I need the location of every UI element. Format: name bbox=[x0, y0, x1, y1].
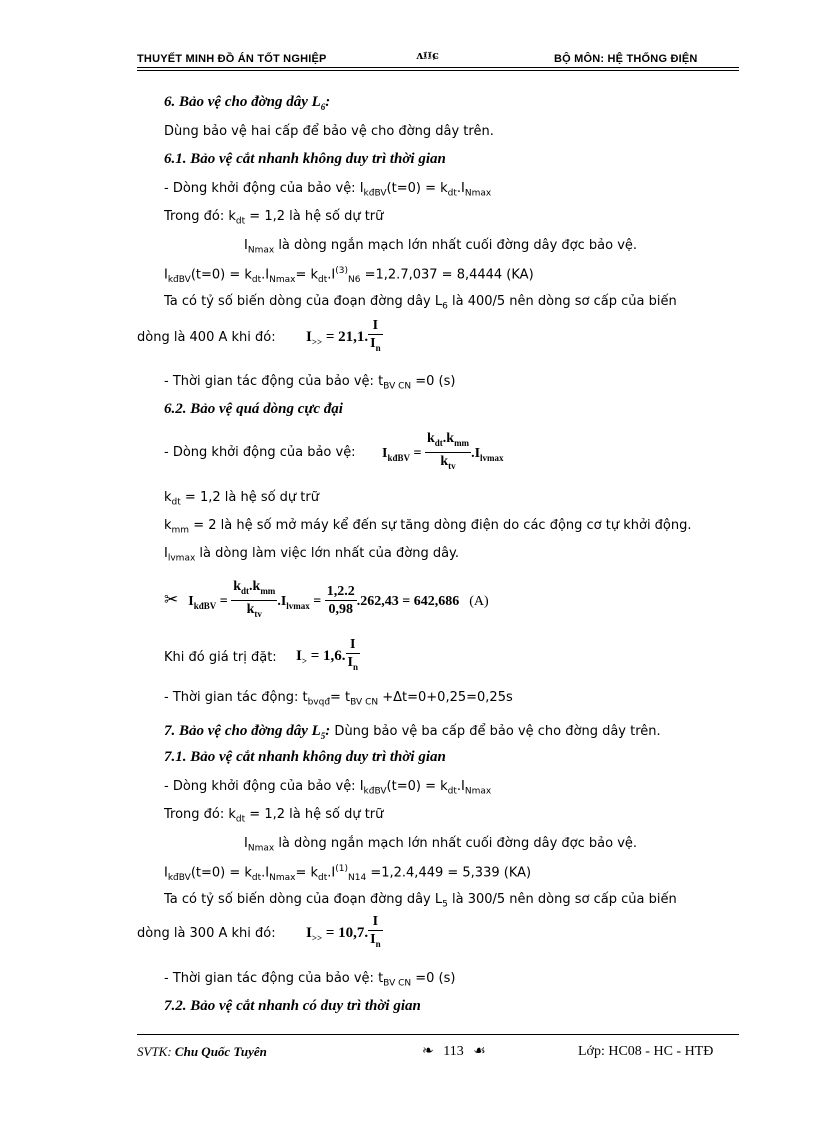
ornament-left-icon: ❧ bbox=[422, 1044, 434, 1059]
footer-rule bbox=[137, 1034, 739, 1035]
s6-calculation-line: $I_{kđBV}(t=0) = k_{dt}.I_{Nmax}= k_{dt}.I^{(3)}_{N6} =1,2.7,037 = 8,4444$ (KA) bbox=[164, 266, 534, 285]
s6-short-circuit-line: $I_{Nmax}$ là dòng ngắn mạch lớn nhất cuối đờng dây đợc bảo vệ. bbox=[244, 238, 638, 256]
s6-operate-time-line: - Thời gian tác động của bảo vệ: $t_{BV CN} =0$ (s) bbox=[164, 374, 456, 392]
header-title: THUYẾT MINH ĐỒ ÁN TỐT NGHIỆP bbox=[137, 53, 327, 65]
header-rule-1 bbox=[137, 67, 739, 68]
s7-reserve-factor-line: Trong đó: $k_{dt} = 1,2$ là hệ số dự trữ bbox=[164, 807, 384, 825]
s6-delay-time-line: - Thời gian tác động: $t_{bvqđ}= t_{BV CN} +\Delta t=0+0,25=0,25s$ bbox=[164, 690, 513, 708]
s7-short-circuit-line: $I_{Nmax}$ là dòng ngắn mạch lớn nhất cuối đờng dây đợc bảo vệ. bbox=[244, 836, 638, 854]
footer-page: ❧ 113 ☙ bbox=[422, 1044, 486, 1059]
section-6-1-heading: 6.1. Bảo vệ cắt nhanh không duy trì thời gian bbox=[164, 151, 446, 167]
section-6-intro: Dùng bảo vệ hai cấp để bảo vệ cho đờng dây trên. bbox=[164, 124, 494, 139]
s7-ratio-line: Ta có tỷ số biến dòng của đoạn đờng dây $L_5$ là 300/5 nên dòng sơ cấp của biến bbox=[164, 892, 677, 910]
s6-setting-formula: $I_> = 1,6$. $\frac{I}{I_n}$ bbox=[296, 637, 359, 672]
s6-overcurrent-calculation: ✂ $I_{kđBV}$ = $\frac{k_{dt}.k_{mm}}{k_{tv}}$ $.I_{lvmax}$ = $\frac{1,2.2}{0,98}$ .262,43 = 642,686 (A) bbox=[164, 579, 489, 619]
s6-instant-setting-formula: $I_{>>} = 21,1$. $\frac{I}{I_n}$ bbox=[306, 318, 381, 353]
header-rule-2 bbox=[137, 70, 739, 71]
section-7-1-heading: 7.1. Bảo vệ cắt nhanh không duy trì thời gian bbox=[164, 749, 446, 765]
s7-instant-setting-formula: $I_{>>} = 10,7$. $\frac{I}{I_n}$ bbox=[306, 914, 381, 949]
header-ornament: ʌ፤፤ɕ bbox=[416, 49, 439, 62]
s6-overcurrent-label: - Dòng khởi động của bảo vệ: bbox=[164, 445, 356, 460]
s7-operate-time-line: - Thời gian tác động của bảo vệ: $t_{BV CN} =0$ (s) bbox=[164, 971, 456, 989]
s6-ratio-line: Ta có tỷ số biến dòng của đoạn đờng dây $L_6$ là 400/5 nên dòng sơ cấp của biến bbox=[164, 294, 677, 312]
footer-class: Lớp: HC08 - HC - HTĐ bbox=[578, 1044, 714, 1059]
header-department: BỘ MÔN: HỆ THỐNG ĐIỆN bbox=[554, 53, 698, 65]
section-6-heading: 6. Bảo vệ cho đờng dây $L_6$: bbox=[164, 94, 331, 112]
scissors-icon: ✂ bbox=[164, 590, 179, 611]
s7-primary-line: dòng là 300 A khi đó: bbox=[137, 926, 276, 941]
s6-kmm-line: $k_{mm} = 2$ là hệ số mở máy kể đến sự tăng dòng điện do các động cơ tự khởi động. bbox=[164, 518, 692, 536]
s6-kdt-line: $k_{dt} = 1,2$ là hệ số dự trữ bbox=[164, 490, 319, 508]
s6-setting-label: Khi đó giá trị đặt: bbox=[164, 650, 277, 665]
s6-reserve-factor-line: Trong đó: $k_{dt} = 1,2$ là hệ số dự trữ bbox=[164, 209, 384, 227]
ornament-right-icon: ☙ bbox=[473, 1044, 486, 1059]
s7-startup-current-line: - Dòng khởi động của bảo vệ: $I_{kđBV}(t=0) = k_{dt}.I_{Nmax}$ bbox=[164, 779, 492, 797]
section-7-heading: 7. Bảo vệ cho đờng dây $L_5$: Dùng bảo vệ ba cấp để bảo vệ cho đờng dây trên. bbox=[164, 723, 661, 741]
footer-student: SVTK: Chu Quốc Tuyên bbox=[137, 1044, 267, 1059]
s6-overcurrent-formula: $I_{kđBV}$ = $\frac{k_{dt}.k_{mm}}{k_{tv}}$ $.I_{lvmax}$ bbox=[382, 431, 504, 471]
section-7-2-heading: 7.2. Bảo vệ cắt nhanh có duy trì thời gian bbox=[164, 998, 421, 1014]
s6-primary-line: dòng là 400 A khi đó: bbox=[137, 330, 276, 345]
s7-calculation-line: $I_{kđBV}(t=0) = k_{dt}.I_{Nmax}= k_{dt}.I^{(1)}_{N14} =1,2.4,449 = 5,339$ (KA) bbox=[164, 864, 532, 883]
section-6-2-heading: 6.2. Bảo vệ quá dòng cực đại bbox=[164, 401, 343, 417]
s6-startup-current-line: - Dòng khởi động của bảo vệ: $I_{kđBV}(t=0) = k_{dt}.I_{Nmax}$ bbox=[164, 181, 492, 199]
s6-ilvmax-line: $I_{lvmax}$ là dòng làm việc lớn nhất của đờng dây. bbox=[164, 546, 460, 564]
